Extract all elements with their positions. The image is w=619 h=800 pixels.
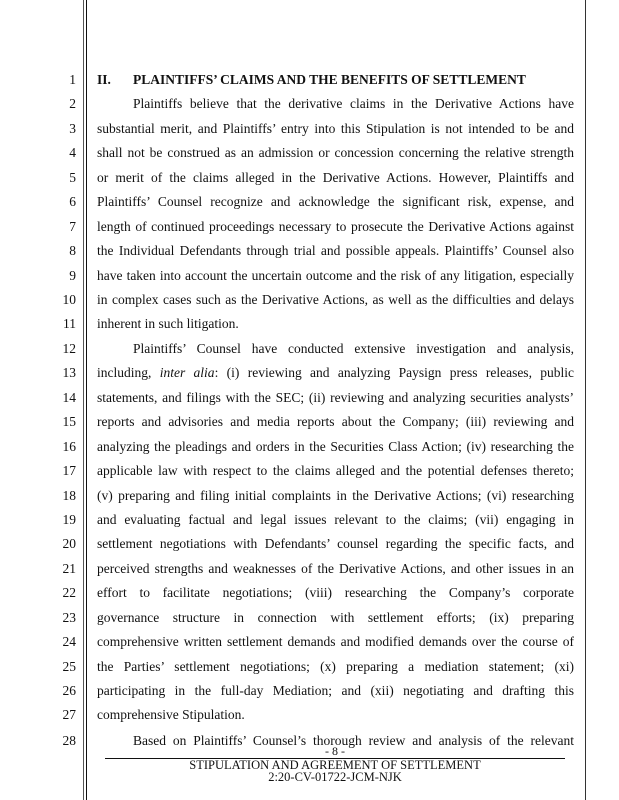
text-line: comprehensive Stipulation. bbox=[97, 707, 245, 722]
text-segment: : (i) reviewing and analyzing Paysign press releases, public bbox=[214, 365, 575, 380]
left-margin-rule-inner bbox=[86, 0, 87, 800]
line-number: 6 bbox=[69, 194, 76, 209]
line-number: 12 bbox=[62, 341, 76, 356]
text-line: statements, and filings with the SEC; (ii) reviewing and analyzing securities analysts’ bbox=[97, 390, 574, 405]
text-line: inherent in such litigation. bbox=[97, 316, 239, 331]
text-line: comprehensive written settlement demands and modified demands over the course of bbox=[97, 634, 574, 649]
left-margin-rule-outer bbox=[83, 0, 84, 800]
right-margin-rule bbox=[585, 0, 586, 800]
text-line: Plaintiffs believe that the derivative claims in the Derivative Actions have bbox=[133, 96, 574, 111]
line-number: 27 bbox=[62, 707, 76, 722]
line-number: 5 bbox=[69, 170, 76, 185]
text-segment: including, bbox=[97, 365, 160, 380]
italic-latin-phrase: inter alia bbox=[159, 365, 215, 380]
text-line: length of continued proceedings necessary to prosecute the Derivative Actions against bbox=[97, 219, 574, 234]
text-line: the Individual Defendants through trial and possible appeals. Plaintiffs’ Counsel also bbox=[97, 243, 574, 258]
line-number: 7 bbox=[69, 219, 76, 234]
line-number: 4 bbox=[69, 145, 76, 160]
text-line: or merit of the claims alleged in the Derivative Actions. However, Plaintiffs and bbox=[97, 170, 574, 185]
line-number: 20 bbox=[62, 536, 76, 551]
line-number: 26 bbox=[62, 683, 76, 698]
text-line: effort to facilitate negotiations; (viii) researching the Company’s corporate bbox=[97, 585, 574, 600]
line-number: 11 bbox=[63, 316, 76, 331]
line-number: 16 bbox=[62, 439, 76, 454]
line-number: 8 bbox=[69, 243, 76, 258]
line-number: 13 bbox=[62, 365, 76, 380]
section-heading bbox=[97, 72, 574, 88]
text-line: participating in the full-day Mediation; and (xii) negotiating and drafting this bbox=[97, 683, 574, 698]
section-title: PLAINTIFFS’ CLAIMS AND THE BENEFITS OF SETTLEMENT bbox=[133, 72, 526, 87]
line-number: 15 bbox=[62, 414, 76, 429]
text-line: analyzing the pleadings and orders in the Securities Class Action; (iv) researching the bbox=[97, 439, 574, 454]
text-line: in complex cases such as the Derivative Actions, as well as the difficulties and delays bbox=[97, 292, 574, 307]
footer-document-title: STIPULATION AND AGREEMENT OF SETTLEMENT bbox=[189, 758, 481, 772]
line-number: 1 bbox=[69, 72, 76, 87]
text-line: Plaintiffs’ Counsel have conducted extensive investigation and analysis, bbox=[133, 341, 574, 356]
line-number: 24 bbox=[62, 634, 76, 649]
line-number: 18 bbox=[62, 488, 76, 503]
line-number: 10 bbox=[62, 292, 76, 307]
section-number: II. bbox=[97, 72, 111, 87]
footer-case-number: 2:20-CV-01722-JCM-NJK bbox=[268, 770, 402, 784]
text-line bbox=[97, 365, 574, 381]
text-line: governance structure in connection with settlement efforts; (ix) preparing bbox=[97, 610, 574, 625]
line-number: 3 bbox=[69, 121, 76, 136]
text-line: the Parties’ settlement negotiations; (x) preparing a mediation statement; (xi) bbox=[97, 659, 574, 674]
text-line: perceived strengths and weaknesses of the Derivative Actions, and other issues in an bbox=[97, 561, 574, 576]
line-number: 17 bbox=[62, 463, 76, 478]
text-line: shall not be construed as an admission or concession concerning the relative strength bbox=[97, 145, 574, 160]
text-line: reports and advisories and media reports about the Company; (iii) reviewing and bbox=[97, 414, 574, 429]
line-number: 28 bbox=[62, 733, 76, 748]
line-number: 21 bbox=[62, 561, 76, 576]
page-number: - 8 - bbox=[325, 744, 345, 758]
text-line: have taken into account the uncertain outcome and the risk of any litigation, especially bbox=[97, 268, 574, 283]
line-number: 25 bbox=[62, 659, 76, 674]
line-number: 22 bbox=[62, 585, 76, 600]
line-number: 2 bbox=[69, 96, 76, 111]
line-number: 23 bbox=[62, 610, 76, 625]
line-number: 19 bbox=[62, 512, 76, 527]
line-number: 9 bbox=[69, 268, 76, 283]
text-line: (v) preparing and filing initial complaints in the Derivative Actions; (vi) researching bbox=[97, 488, 574, 503]
text-line: Plaintiffs’ Counsel recognize and acknowledge the significant risk, expense, and bbox=[97, 194, 574, 209]
line-number: 14 bbox=[62, 390, 76, 405]
text-line: substantial merit, and Plaintiffs’ entry into this Stipulation is not intended to be and bbox=[97, 121, 574, 136]
text-line: applicable law with respect to the claims alleged and the potential defenses thereto; bbox=[97, 463, 574, 478]
text-line: settlement negotiations with Defendants’ counsel regarding the specific facts, and bbox=[97, 536, 574, 551]
text-line: and evaluating factual and legal issues relevant to the claims; (vii) engaging in bbox=[97, 512, 574, 527]
text-line: Based on Plaintiffs’ Counsel’s thorough review and analysis of the relevant bbox=[133, 733, 574, 748]
